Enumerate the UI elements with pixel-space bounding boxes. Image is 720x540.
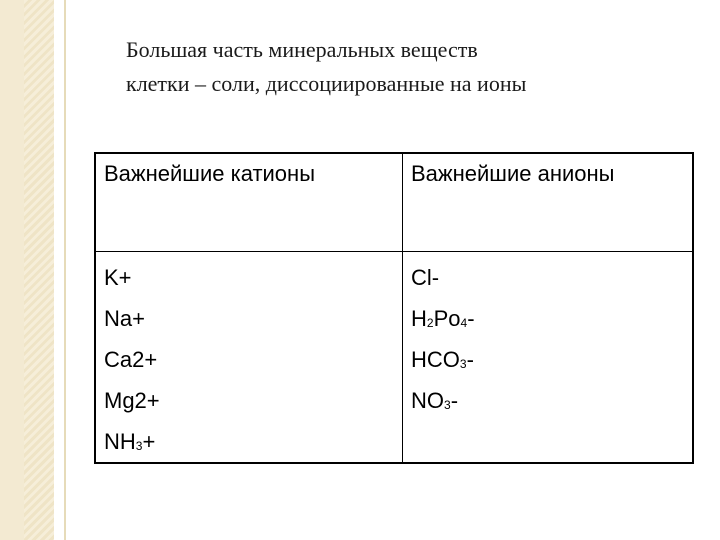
decorative-sidebar-pattern — [24, 0, 54, 540]
cation-item: $NH_3+$ — [104, 429, 156, 454]
cation-item: K+ — [104, 265, 132, 290]
slide-heading — [126, 33, 686, 101]
ions-table — [94, 152, 694, 464]
anion-item: $NO_3-$ — [411, 388, 459, 413]
anion-item: $HCO_3-$ — [411, 347, 474, 372]
cations-cell — [95, 252, 403, 464]
heading-line-1: Большая часть минеральных веществ — [126, 37, 478, 62]
table-header-row — [95, 153, 693, 252]
cation-item: Ca2+ — [104, 347, 158, 372]
decorative-divider — [64, 0, 66, 540]
table-row — [95, 252, 693, 464]
heading-line-2: клетки – соли, диссоциированные на ионы — [126, 71, 527, 96]
cation-item: Na+ — [104, 306, 145, 331]
cation-item: Mg2+ — [104, 388, 160, 413]
anion-item: Cl- — [411, 265, 440, 290]
anions-header: Важнейшие анионы — [403, 153, 694, 252]
anion-item: $H_2Po_4-$ — [411, 306, 475, 331]
cations-header: Важнейшие катионы — [95, 153, 403, 252]
decorative-sidebar — [0, 0, 24, 540]
anions-cell — [403, 252, 694, 464]
